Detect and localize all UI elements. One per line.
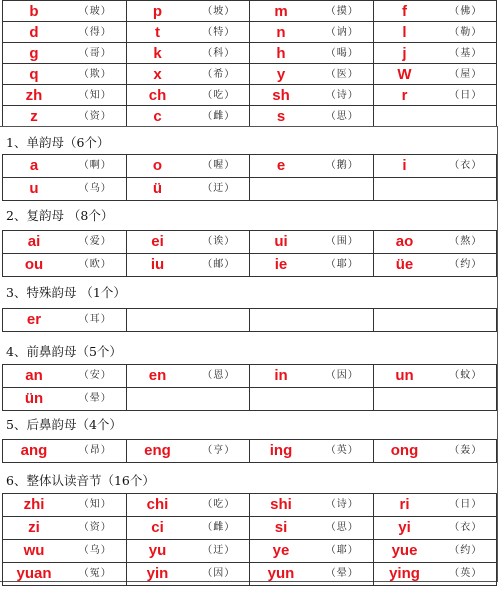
pinyin-text: W	[397, 66, 412, 83]
pinyin-text: shi	[270, 496, 292, 513]
hanzi-example: （知）	[78, 499, 112, 510]
pinyin-text: en	[148, 367, 167, 384]
hanzi-example: （亨）	[202, 445, 236, 456]
pinyin-cell	[3, 22, 127, 43]
pinyin-text: d	[29, 24, 39, 41]
pinyin-cell	[3, 388, 127, 411]
pinyin-cell	[3, 85, 127, 106]
hanzi-example: （邮）	[202, 259, 236, 270]
pinyin-cell	[127, 22, 251, 43]
pinyin-cell	[374, 22, 498, 43]
pinyin-cell	[374, 106, 498, 127]
pinyin-cell	[127, 563, 251, 586]
initials-table	[2, 0, 497, 127]
pinyin-cell	[250, 22, 374, 43]
hanzi-example: （欧）	[78, 259, 112, 270]
hanzi-example: （摸）	[325, 6, 359, 17]
hanzi-example: （冤）	[78, 568, 112, 579]
pinyin-text: b	[29, 3, 39, 20]
hanzi-example: （希）	[202, 69, 236, 80]
pinyin-text: zhi	[23, 496, 45, 513]
hanzi-example: （欺）	[78, 69, 112, 80]
pinyin-text: n	[276, 24, 286, 41]
pinyin-cell	[374, 85, 498, 106]
hanzi-example: （日）	[449, 499, 483, 510]
section-table	[2, 364, 497, 411]
pinyin-text: e	[276, 157, 286, 174]
section-table	[2, 154, 497, 201]
hanzi-example: （晕）	[325, 568, 359, 579]
section-table	[2, 439, 497, 463]
pinyin-text: c	[153, 108, 162, 125]
pinyin-text: yi	[398, 519, 411, 536]
pinyin-text: ü	[152, 180, 163, 197]
pinyin-cell	[250, 493, 374, 517]
pinyin-cell	[374, 364, 498, 388]
pinyin-text: p	[152, 3, 163, 20]
hanzi-example: （衣）	[449, 160, 483, 171]
pinyin-cell	[3, 308, 127, 332]
pinyin-cell	[374, 540, 498, 563]
hanzi-example: （晕）	[78, 393, 112, 404]
hanzi-example: （吃）	[202, 499, 236, 510]
pinyin-text: er	[26, 311, 42, 328]
pinyin-text: yuan	[16, 565, 52, 582]
section-table	[2, 230, 497, 277]
pinyin-text: o	[152, 157, 163, 174]
pinyin-text: h	[276, 45, 286, 62]
hanzi-example: （约）	[449, 259, 483, 270]
hanzi-example: （乌）	[78, 183, 112, 194]
hanzi-example: （科）	[202, 48, 236, 59]
pinyin-cell	[374, 43, 498, 64]
hanzi-example: （医）	[325, 69, 359, 80]
pinyin-text: t	[155, 24, 160, 41]
pinyin-text: g	[29, 45, 39, 62]
hanzi-example: （玻）	[78, 6, 112, 17]
pinyin-text: ci	[151, 519, 164, 536]
hanzi-example: （哥）	[78, 48, 112, 59]
pinyin-text: y	[276, 66, 286, 83]
pinyin-text: un	[395, 367, 414, 384]
hanzi-example: （昂）	[78, 445, 112, 456]
pinyin-cell	[3, 64, 127, 85]
section-heading: 3、特殊韵母 （1个）	[6, 285, 126, 300]
pinyin-cell	[250, 563, 374, 586]
hanzi-example: （衣）	[449, 522, 483, 533]
section-heading: 2、复韵母 （8个）	[6, 208, 114, 223]
pinyin-cell	[3, 439, 127, 463]
hanzi-example: （喔）	[202, 160, 236, 171]
pinyin-cell	[250, 540, 374, 563]
pinyin-cell	[127, 178, 251, 201]
pinyin-text: i	[402, 157, 407, 174]
pinyin-cell	[374, 178, 498, 201]
pinyin-cell	[127, 540, 251, 563]
pinyin-cell	[374, 230, 498, 254]
pinyin-cell	[3, 254, 127, 277]
pinyin-text: ch	[148, 87, 167, 104]
pinyin-cell	[250, 230, 374, 254]
hanzi-example: （约）	[449, 545, 483, 556]
hanzi-example: （得）	[78, 27, 112, 38]
pinyin-cell	[374, 254, 498, 277]
section-table	[2, 493, 497, 586]
pinyin-text: ye	[272, 542, 290, 559]
pinyin-cell	[250, 254, 374, 277]
hanzi-example: （吃）	[202, 90, 236, 101]
hanzi-example: （蚊）	[449, 370, 483, 381]
pinyin-cell	[250, 0, 374, 22]
hanzi-example: （讷）	[325, 27, 359, 38]
hanzi-example: （资）	[78, 522, 112, 533]
pinyin-cell	[250, 106, 374, 127]
pinyin-text: eng	[144, 442, 171, 459]
hanzi-example: （基）	[449, 48, 483, 59]
pinyin-text: ou	[24, 256, 44, 273]
pinyin-text: üe	[395, 256, 414, 273]
pinyin-cell	[374, 563, 498, 586]
section-heading: 1、单韵母（6个）	[6, 135, 110, 150]
pinyin-cell	[3, 230, 127, 254]
pinyin-text: yue	[391, 542, 418, 559]
pinyin-cell	[250, 308, 374, 332]
pinyin-cell	[127, 517, 251, 540]
hanzi-example: （日）	[449, 90, 483, 101]
hanzi-example: （坡）	[202, 6, 236, 17]
hanzi-example: （鹅）	[325, 160, 359, 171]
pinyin-cell	[250, 154, 374, 178]
pinyin-cell	[3, 540, 127, 563]
pinyin-text: iu	[150, 256, 165, 273]
hanzi-example: （诶）	[202, 236, 236, 247]
hanzi-example: （雌）	[202, 522, 236, 533]
hanzi-example: （耶）	[325, 259, 359, 270]
section-heading: 4、前鼻韵母（5个）	[6, 344, 122, 359]
pinyin-text: in	[274, 367, 288, 384]
section-heading: 5、后鼻韵母（4个）	[6, 417, 122, 432]
pinyin-text: yin	[146, 565, 169, 582]
pinyin-text: zi	[28, 519, 40, 536]
pinyin-text: ying	[389, 565, 420, 582]
hanzi-example: （安）	[78, 370, 112, 381]
hanzi-example: （因）	[202, 568, 236, 579]
pinyin-cell	[250, 85, 374, 106]
pinyin-cell	[3, 43, 127, 64]
hanzi-example: （勒）	[449, 27, 483, 38]
hanzi-example: （恩）	[202, 370, 236, 381]
pinyin-cell	[250, 517, 374, 540]
pinyin-cell	[374, 517, 498, 540]
pinyin-text: j	[402, 45, 407, 62]
hanzi-example: （思）	[325, 522, 359, 533]
pinyin-text: ui	[274, 233, 288, 250]
pinyin-cell	[3, 106, 127, 127]
pinyin-cell	[3, 0, 127, 22]
hanzi-example: （耳）	[78, 314, 112, 325]
hanzi-example: （耶）	[325, 545, 359, 556]
hanzi-example: （英）	[449, 568, 483, 579]
pinyin-text: k	[153, 45, 162, 62]
pinyin-cell	[127, 85, 251, 106]
pinyin-cell	[127, 388, 251, 411]
hanzi-example: （啊）	[78, 160, 112, 171]
hanzi-example: （诗）	[325, 90, 359, 101]
pinyin-cell	[127, 154, 251, 178]
pinyin-cell	[3, 563, 127, 586]
pinyin-text: s	[276, 108, 286, 125]
pinyin-cell	[374, 308, 498, 332]
pinyin-text: a	[29, 157, 39, 174]
pinyin-text: ri	[399, 496, 410, 513]
pinyin-cell	[127, 230, 251, 254]
pinyin-cell	[374, 493, 498, 517]
pinyin-text: si	[274, 519, 288, 536]
pinyin-text: r	[401, 87, 408, 104]
hanzi-example: （屋）	[449, 69, 483, 80]
hanzi-example: （乌）	[78, 545, 112, 556]
hanzi-example: （英）	[325, 445, 359, 456]
hanzi-example: （爱）	[78, 236, 112, 247]
pinyin-text: wu	[23, 542, 45, 559]
hanzi-example: （资）	[78, 111, 112, 122]
pinyin-text: ei	[151, 233, 164, 250]
pinyin-text: ong	[390, 442, 419, 459]
pinyin-cell	[3, 493, 127, 517]
pinyin-cell	[3, 517, 127, 540]
hanzi-example: （围）	[325, 236, 359, 247]
pinyin-cell	[3, 178, 127, 201]
hanzi-example: （雌）	[202, 111, 236, 122]
hanzi-example: （因）	[325, 370, 359, 381]
pinyin-cell	[127, 0, 251, 22]
pinyin-cell	[250, 364, 374, 388]
hanzi-example: （特）	[202, 27, 236, 38]
pinyin-cell	[374, 0, 498, 22]
pinyin-text: u	[29, 180, 39, 197]
pinyin-cell	[127, 364, 251, 388]
hanzi-example: （知）	[78, 90, 112, 101]
pinyin-cell	[374, 154, 498, 178]
pinyin-cell	[250, 64, 374, 85]
pinyin-text: q	[29, 66, 39, 83]
pinyin-text: an	[25, 367, 43, 384]
pinyin-text: m	[274, 3, 288, 20]
pinyin-cell	[3, 154, 127, 178]
pinyin-cell	[127, 439, 251, 463]
pinyin-text: ang	[20, 442, 48, 459]
pinyin-text: l	[402, 24, 407, 41]
pinyin-cell	[127, 43, 251, 64]
pinyin-text: ai	[27, 233, 41, 250]
pinyin-cell	[127, 308, 251, 332]
pinyin-text: sh	[272, 87, 290, 104]
hanzi-example: （迂）	[202, 183, 236, 194]
pinyin-cell	[374, 439, 498, 463]
section-heading: 6、整体认读音节（16个）	[6, 473, 155, 488]
pinyin-cell	[250, 439, 374, 463]
pinyin-cell	[250, 43, 374, 64]
pinyin-text: yun	[267, 565, 295, 582]
hanzi-example: （思）	[325, 111, 359, 122]
pinyin-cell	[250, 178, 374, 201]
pinyin-text: ün	[24, 390, 44, 407]
pinyin-text: ie	[274, 256, 288, 273]
pinyin-text: yu	[148, 542, 167, 559]
hanzi-example: （熬）	[449, 236, 483, 247]
pinyin-cell	[250, 388, 374, 411]
hanzi-example: （喝）	[325, 48, 359, 59]
hanzi-example: （诗）	[325, 499, 359, 510]
hanzi-example: （佛）	[449, 6, 483, 17]
hanzi-example: （迂）	[202, 545, 236, 556]
pinyin-cell	[127, 64, 251, 85]
pinyin-text: ing	[269, 442, 293, 459]
pinyin-cell	[127, 493, 251, 517]
hanzi-example: （轰）	[449, 445, 483, 456]
pinyin-cell	[3, 364, 127, 388]
section-table	[2, 308, 497, 332]
pinyin-text: zh	[25, 87, 43, 104]
pinyin-cell	[127, 254, 251, 277]
pinyin-text: f	[402, 3, 407, 20]
pinyin-cell	[374, 388, 498, 411]
pinyin-text: ao	[395, 233, 414, 250]
pinyin-cell	[127, 106, 251, 127]
pinyin-text: x	[153, 66, 162, 83]
pinyin-text: chi	[146, 496, 169, 513]
pinyin-text: z	[30, 108, 38, 125]
pinyin-cell	[374, 64, 498, 85]
